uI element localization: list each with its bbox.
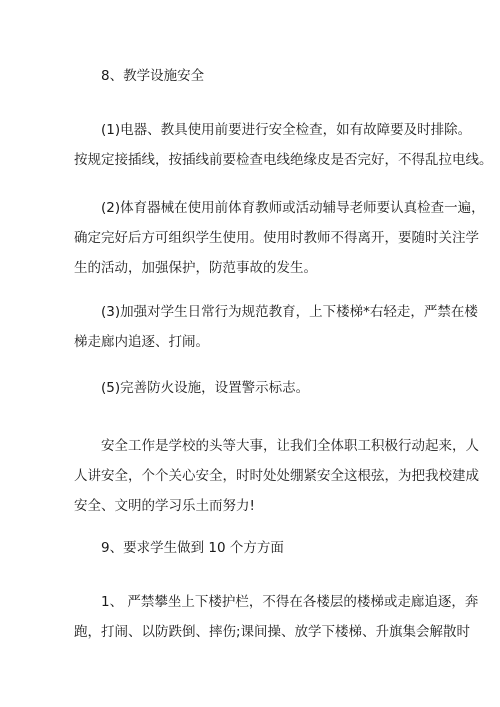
paragraph-line: 确定完好后方可组织学生使用。使用时教师不得离开，要随时关注学 — [74, 230, 479, 246]
paragraph-line: (3)加强对学生日常行为规范教育，上下楼梯*右轻走，严禁在楼 — [101, 304, 478, 320]
paragraph-line: (1)电器、教具使用前要进行安全检查，如有故障要及时排除。 — [101, 122, 472, 138]
paragraph-line: (5)完善防火设施，设置警示标志。 — [101, 380, 310, 396]
paragraph-line: 跑，打闹、以防跌倒、摔伤;课间操、放学下楼梯、升旗集会解散时 — [74, 624, 471, 640]
paragraph-line: 人讲安全，个个关心安全，时时处处绷紧安全这根弦，为把我校建成 — [74, 468, 479, 484]
paragraph-line: 梯走廊内追逐、打闹。 — [74, 334, 209, 350]
paragraph-item-5 — [74, 373, 434, 403]
paragraph-line: 生的活动，加强保护，防范事故的发生。 — [74, 260, 317, 276]
paragraph-item-1 — [74, 115, 493, 175]
paragraph-line: 安全、文明的学习乐土而努力! — [74, 498, 255, 514]
section-9-heading: 9、要求学生做到 10 个方方面 — [101, 540, 284, 556]
paragraph-item-3 — [74, 297, 478, 357]
paragraph-item-2 — [74, 193, 485, 283]
paragraph-line: 安全工作是学校的头等大事，让我们全体职工积极行动起来，人 — [101, 438, 479, 454]
paragraph-line: 按规定接插线，按插线前要检查电线绝缘皮是否完好，不得乱拉电线。 — [74, 152, 493, 168]
paragraph-line: (2)体育器械在使用前体育教师或活动辅导老师要认真检查一遍， — [101, 200, 485, 216]
paragraph-line: 1、 严禁攀坐上下楼护栏，不得在各楼层的楼梯或走廊追逐，奔 — [101, 594, 479, 610]
section-8-heading: 8、教学设施安全 — [101, 68, 205, 84]
paragraph-rule-1 — [74, 587, 479, 647]
paragraph-summary — [74, 431, 479, 521]
